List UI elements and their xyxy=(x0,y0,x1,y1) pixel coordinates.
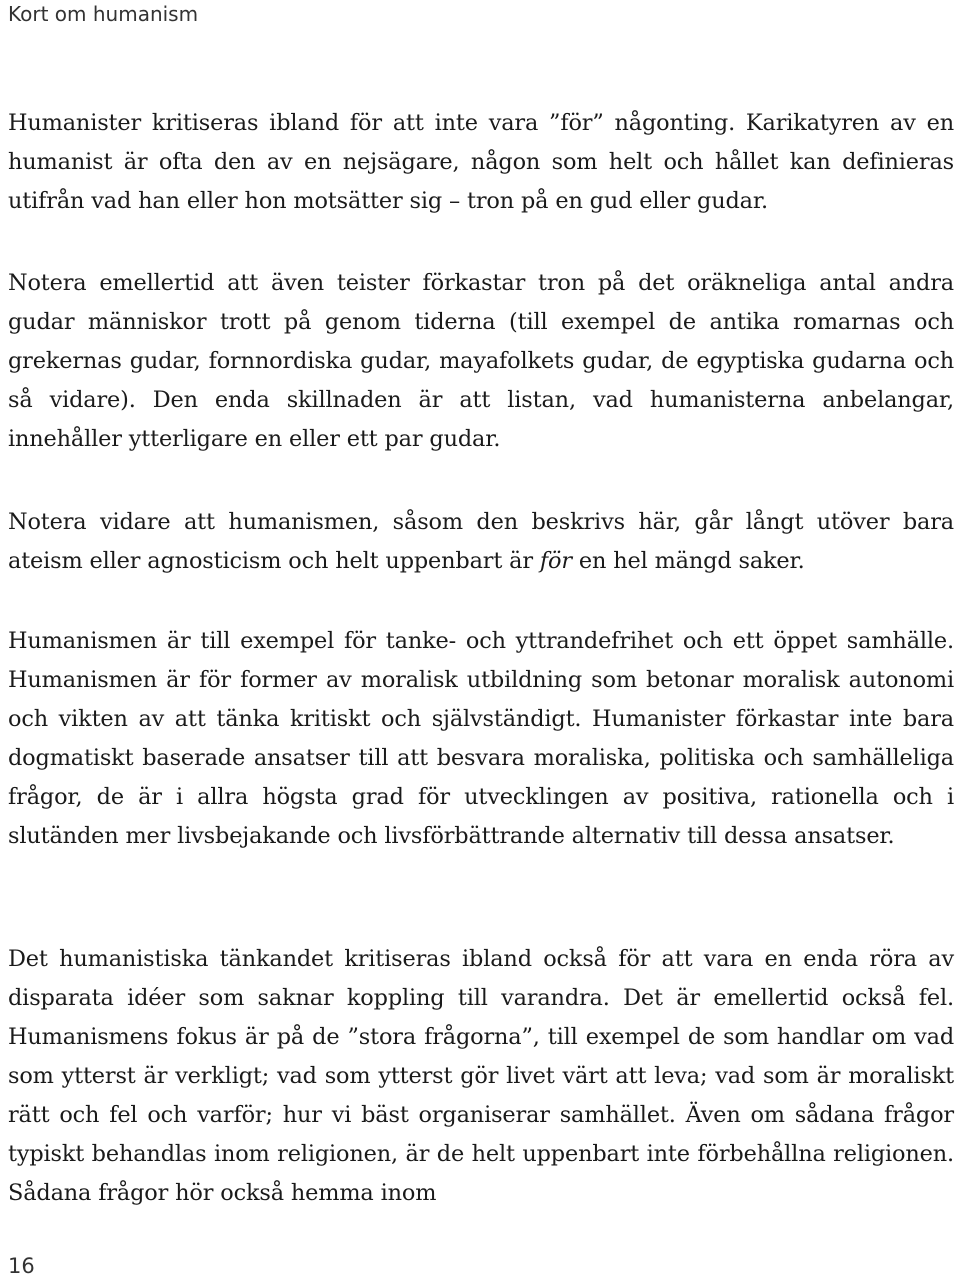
paragraph-3-text-a: Notera vidare att humanismen, såsom den beskrivs här, går långt utöver bara ateism eller agnosticism och helt uppenbart är xyxy=(8,509,954,574)
running-header: Kort om humanism xyxy=(8,2,199,26)
paragraph-1: Humanister kritiseras ibland för att inte vara ”för” någonting. Karikatyren av en humanist är ofta den av en nejsägare, någon som helt och hållet kan definieras utifrån vad han eller hon motsätter sig – tron på en gud eller gudar. xyxy=(8,110,954,214)
paragraph-2: Notera emellertid att även teister förkastar tron på det oräkneliga antal andra gudar människor trott på genom tiderna (till exempel de antika romarnas och grekernas gudar, fornnordiska gudar, mayafolkets gudar, de egyptiska gudarna och så vidare). Den enda skillnaden är att listan, vad humanisterna anbelangar, innehåller ytterligare en eller ett par gudar. xyxy=(8,270,954,452)
paragraph-3 xyxy=(8,503,954,581)
paragraph-5: Det humanistiska tänkandet kritiseras ibland också för att vara en enda röra av disparata idéer som saknar koppling till varandra. Det är emellertid också fel. Humanismens fokus är på de ”stora frågorna”, till exempel de som handlar om vad som ytterst är verkligt; vad som ytterst gör livet värt att leva; vad som är moraliskt rätt och fel och varför; hur vi bäst organiserar samhället. Även om sådana frågor typiskt behandlas inom religionen, är de helt uppenbart inte förbehållna religionen. Sådana frågor hör också hemma inom xyxy=(8,946,954,1206)
page-number: 16 xyxy=(8,1254,35,1278)
paragraph-4: Humanismen är till exempel för tanke- och yttrandefrihet och ett öppet samhälle. Humanismen är för former av moralisk utbildning som betonar moralisk autonomi och vikten av att tänka kritiskt och självständigt. Humanister förkastar inte bara dogmatiskt baserade ansatser till att besvara moraliska, politiska och samhälleliga frågor, de är i allra högsta grad för utvecklingen av positiva, rationella och i slutänden mer livsbejakande och livsförbättrande alternativ till dessa ansatser. xyxy=(8,628,954,849)
paragraph-3-text-b: en hel mängd saker. xyxy=(571,548,805,574)
paragraph-3-emphasis: för xyxy=(539,548,572,574)
